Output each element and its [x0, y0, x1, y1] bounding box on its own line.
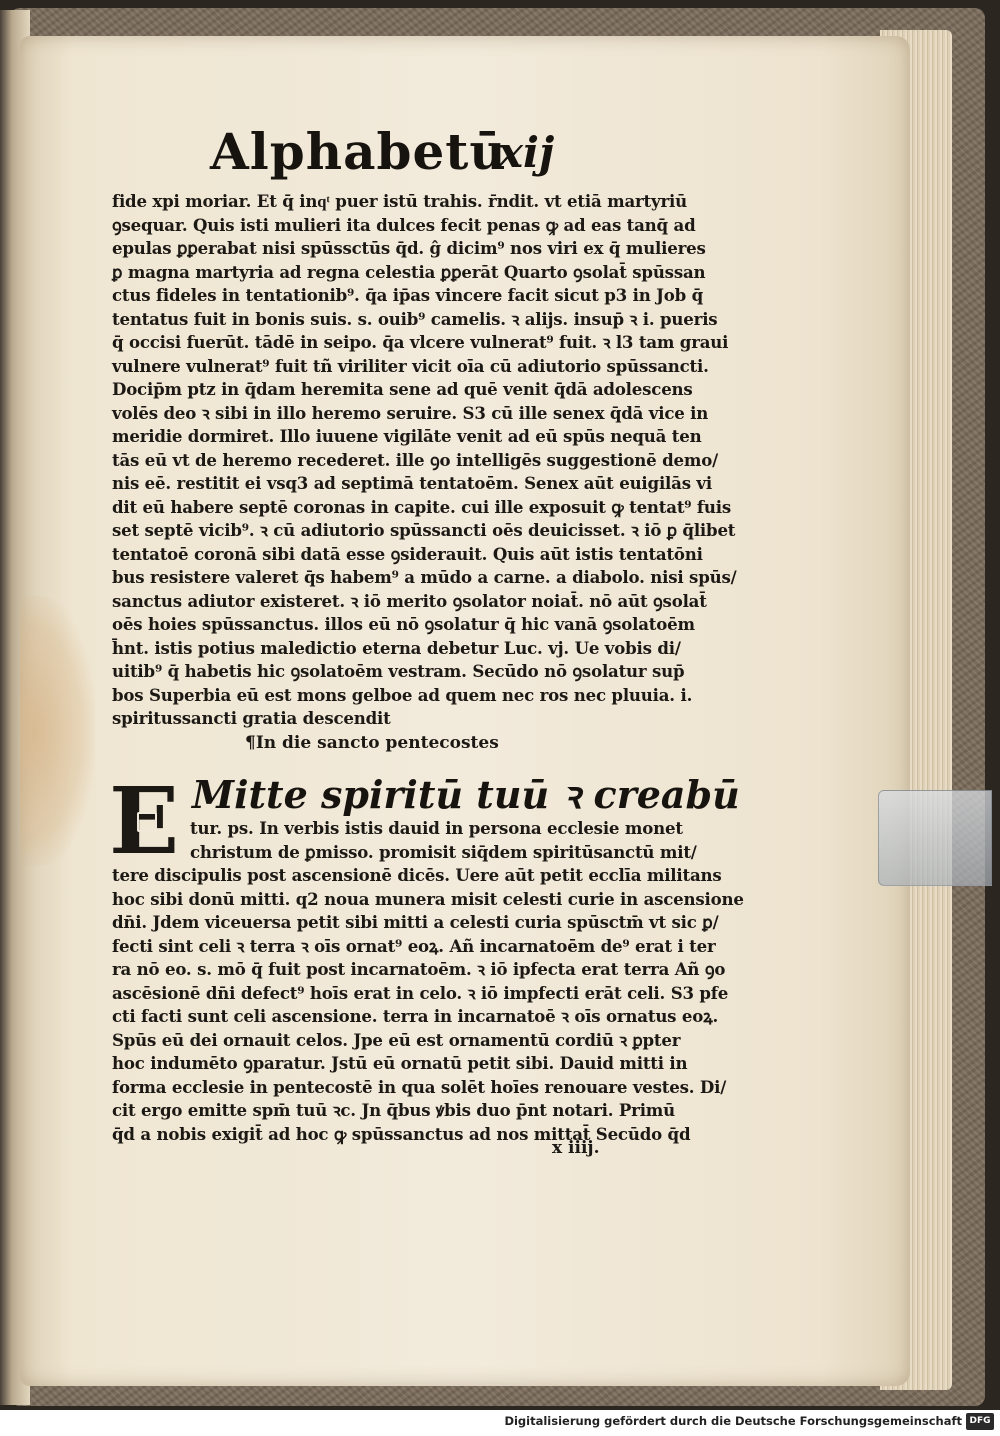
text-line: tentatus fuit in bonis suis. s. ouib⁹ camelis. ꝛ alijs. insup̄ ꝛ i. pueris [112, 308, 718, 329]
text-line: bos Superbia eū est mons gelboe ad quem nec ros nec pluuia. i. [112, 684, 693, 705]
decorated-initial: E [108, 778, 180, 864]
text-line: forma ecclesie in pentecostē in qua solēt hoīes renouare vestes. Di/ [112, 1076, 727, 1097]
text-line: fecti sint celi ꝛ terra ꝛ oīs ornat⁹ eoꝝ. Añ incarnatoēm de⁹ erat i ter [112, 935, 716, 956]
text-line: fide xpi moriar. Et q̄ inqͭ puer istū trahis. r̄ndit. vt etiā martyriū [112, 191, 687, 211]
text-line: cit ergo emitte spm̄ tuū ꝛc. Jn q̄bus ꝟbis duo p̄nt notari. Primū [112, 1100, 676, 1120]
text-line: oēs hoies spūssanctus. illos eū nō ꝯsolatur q̄ hic vanā ꝯsolatoēm [112, 614, 695, 634]
text-line: volēs deo ꝛ sibi in illo heremo seruire. S3 cū ille senex q̄dā vice in [112, 402, 709, 423]
text-line: vulnere vulnerat⁹ fuit tñ viriliter vicit oīa cū adiutorio spūssancti. [112, 355, 709, 376]
text-line: Docip̄m ptz in q̄dam heremita sene ad quē venit q̄dā adolescens [112, 379, 693, 399]
incipit-text: Mitte spiritū tuū ꝛ creabū [192, 772, 740, 817]
text-line: meridie dormiret. Illo iuuene vigilāte venit ad eū spūs nequā ten [112, 426, 702, 446]
text-line: bus resistere valeret q̄s habem⁹ a mūdo a carne. a diabolo. nisi spūs/ [112, 567, 737, 587]
text-line: h̄nt. istis potius maledictio eterna debetur Luc. vj. Ue vobis di/ [112, 637, 681, 658]
text-line: dn̄i. Jdem viceuersa petit sibi mitti a celesti curia spūsctm̄ vt sic ꝑ/ [112, 912, 719, 932]
text-line: dit eū habere septē coronas in capite. cui ille exposuit ꝙ tentat⁹ fuis [112, 496, 731, 517]
running-title: Alphabetū [210, 122, 507, 181]
text-line: ctus fideles in tentationib⁹. q̄a ip̄as vincere facit sicut p3 in Job q̄ [112, 285, 704, 305]
water-stain [20, 596, 95, 866]
text-line: tere discipulis post ascensionē dicēs. Uere aūt petit ecclīa militans [112, 865, 722, 885]
text-line: hoc sibi donū mitti. q2 noua munera misit celesti curie in ascensione [112, 888, 744, 909]
text-block-top [112, 190, 737, 731]
text-block-bottom [112, 817, 744, 1146]
text-line: ra nō eo. s. mō q̄ fuit post incarnatoēm. ꝛ iō ipfecta erat terra Añ ꝯo [112, 959, 726, 979]
text-line: q̄d a nobis exigit̄ ad hoc ꝙ spūssanctus ad nos mittat̄ Secūdo q̄d [112, 1123, 691, 1144]
text-line: sanctus adiutor existeret. ꝛ iō merito ꝯsolator noiat̄. nō aūt ꝯsolat̄ [112, 590, 707, 611]
text-line: cti facti sunt celi ascensione. terra in incarnatoē ꝛ oīs ornatus eoꝝ. [112, 1006, 719, 1026]
footer-bar [0, 1410, 1000, 1436]
text-line: tās eū vt de heremo recederet. ille ꝯo intelligēs suggestionē demo/ [112, 449, 718, 470]
text-line: q̄ occisi fuerūt. tādē in seipo. q̄a vlcere vulnerat⁹ fuit. ꝛ l3 tam graui [112, 332, 729, 352]
section-heading: ¶In die sancto pentecostes [245, 733, 499, 753]
text-line: ꝑ magna martyria ad regna celestia ꝑꝑerāt Quarto ꝯsolat̄ spūssan [112, 261, 706, 282]
dfg-logo: DFG [966, 1413, 994, 1430]
text-line: tur. ps. In verbis istis dauid in persona ecclesie monet [190, 818, 683, 838]
text-line: ꝯsequar. Quis isti mulieri ita dulces fecit penas ꝙ ad eas tanq̄ ad [112, 214, 696, 235]
text-line: tentatoē coronā sibi datā esse ꝯsiderauit. Quis aūt istis tentatōni [112, 543, 703, 564]
signature-mark: x iiij. [552, 1138, 600, 1158]
text-line: nis eē. restitit ei vsq3 ad septimā tentatoēm. Senex aūt euigilās vi [112, 473, 712, 493]
page-clip [878, 790, 992, 886]
text-line: hoc indumēto ꝯparatur. Jstū eū ornatū petit sibi. Dauid mitti in [112, 1053, 688, 1073]
folio-number: xij [498, 128, 555, 177]
text-line: spiritussancti gratia descendit [112, 708, 391, 728]
text-line: christum de ꝑmisso. promisit siq̄dem spiritūsanctū mit/ [190, 841, 697, 862]
text-line: ascēsionē dn̄i defect⁹ hoīs erat in celo. ꝛ iō impfecti erāt celi. S3 pfe [112, 982, 729, 1003]
text-line: Spūs eū dei ornauit celos. Jpe eū est ornamentū cordiū ꝛ ꝑpter [112, 1029, 681, 1050]
funding-note: Digitalisierung gefördert durch die Deutsche Forschungsgemeinschaft [504, 1414, 962, 1428]
text-line: set septē vicib⁹. ꝛ cū adiutorio spūssancti oēs deuicisset. ꝛ iō ꝑ q̄libet [112, 520, 736, 540]
text-line: uitib⁹ q̄ habetis hic ꝯsolatoēm vestram. Secūdo nō ꝯsolatur sup̄ [112, 661, 685, 681]
text-line: epulas ꝑꝑerabat nisi spūssctūs q̄d. ĝ dicim⁹ nos viri ex q̄ mulieres [112, 238, 706, 258]
running-head [210, 122, 590, 192]
